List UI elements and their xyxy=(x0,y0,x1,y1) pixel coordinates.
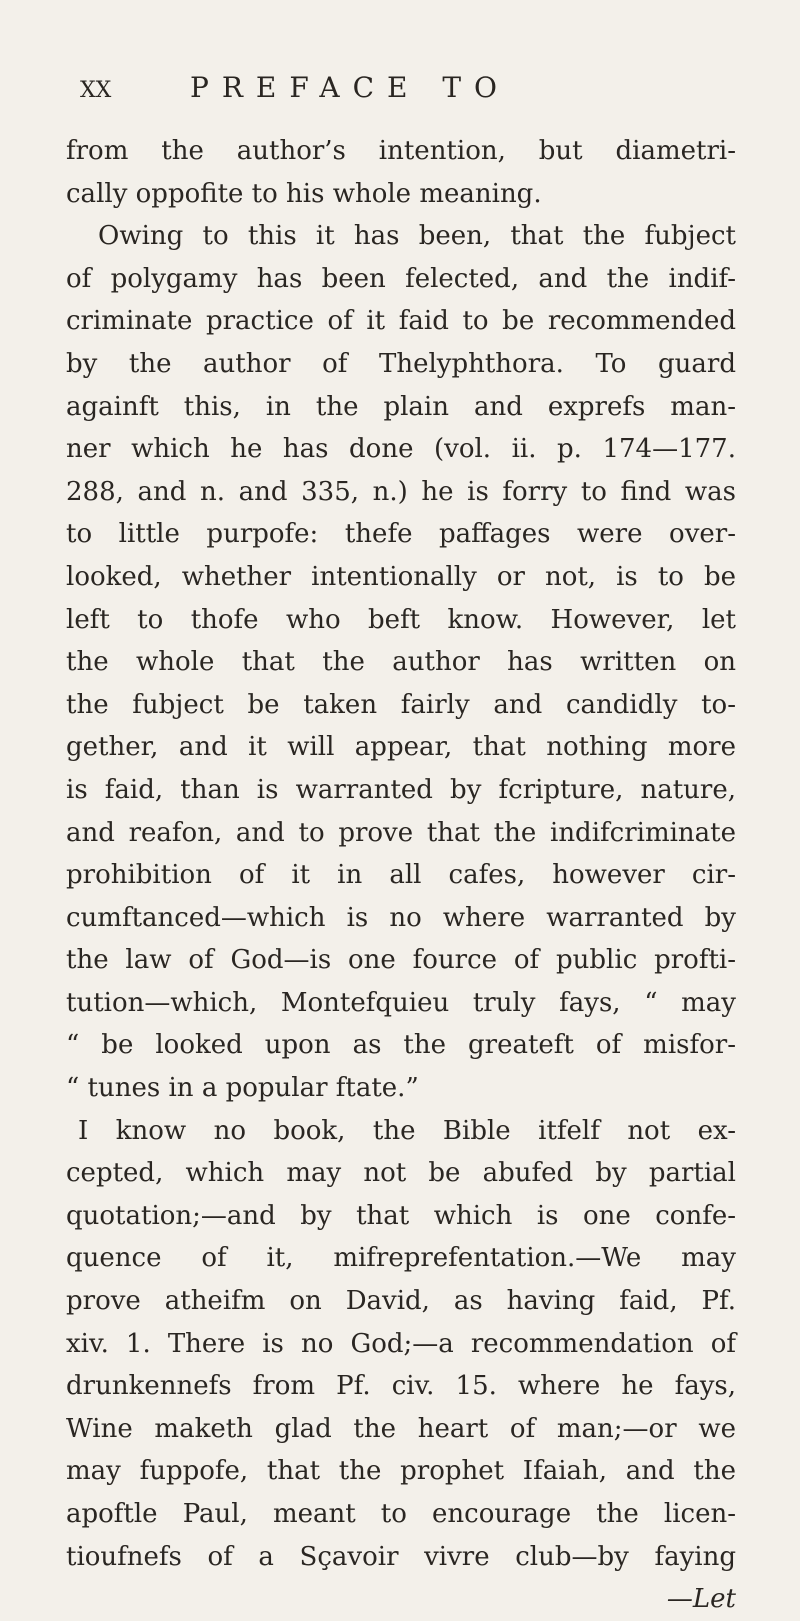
text-line: gether, and it will appear, that nothing more xyxy=(66,732,736,763)
text-line: prove atheifm on David, as having faid, Pf. xyxy=(66,1286,736,1317)
text-line: tioufnefs of a Sçavoir vivre club—by faying xyxy=(66,1541,736,1572)
text-line: is faid, than is warranted by fcripture, nature, xyxy=(66,774,736,805)
running-title: PREFACE TO xyxy=(190,71,510,104)
text-line: ner which he has done (vol. ii. p. 174—177. xyxy=(66,434,736,465)
text-line: 288, and n. and 335, n.) he is forry to find was xyxy=(66,476,736,507)
text-line: the law of God—is one fource of public profti- xyxy=(66,945,736,976)
text-line: apoftle Paul, meant to encourage the licen- xyxy=(66,1499,736,1529)
text-line: the whole that the author has written on xyxy=(66,647,736,678)
text-line: of polygamy has been felected, and the indif- xyxy=(66,263,736,294)
text-line: cepted, which may not be abufed by partial xyxy=(66,1158,736,1189)
text-line: I know no book, the Bible itfelf not ex- xyxy=(78,1115,736,1146)
text-line: from the author’s intention, but diametri- xyxy=(66,136,736,166)
text-line: xiv. 1. There is no God;—a recommendation of xyxy=(66,1328,736,1359)
body-text xyxy=(66,130,736,1621)
text-line: “ tunes in a popular ftate.” xyxy=(66,1073,419,1104)
running-header xyxy=(80,68,720,111)
text-line: looked, whether intentionally or not, is to be xyxy=(66,561,736,592)
text-line: to little purpofe: thefe paffages were over- xyxy=(66,519,736,550)
text-line: may fuppofe, that the prophet Ifaiah, and the xyxy=(66,1456,736,1487)
catchword: —Let xyxy=(666,1584,736,1615)
text-line: Owing to this it has been, that the fubject xyxy=(98,221,736,252)
text-line: left to thofe who beft know. However, let xyxy=(66,604,736,635)
text-line: cally oppofite to his whole meaning. xyxy=(66,178,542,209)
text-line: quotation;—and by that which is one confe- xyxy=(66,1200,736,1231)
text-line: prohibition of it in all cafes, however cir- xyxy=(66,860,736,891)
text-line: by the author of Thelyphthora. To guard xyxy=(66,348,736,379)
page-number: XX xyxy=(80,78,112,103)
text-line: quence of it, mifreprefentation.—We may xyxy=(66,1243,736,1274)
text-line: Wine maketh glad the heart of man;—or we xyxy=(66,1413,736,1444)
text-line: “ be looked upon as the greateft of misfor- xyxy=(66,1030,736,1061)
text-line: criminate practice of it faid to be recommended xyxy=(66,306,736,337)
text-line: and reafon, and to prove that the indifcriminate xyxy=(66,817,736,848)
text-line: the fubject be taken fairly and candidly to- xyxy=(66,689,736,720)
text-line: againft this, in the plain and exprefs man- xyxy=(66,391,736,422)
text-line: cumftanced—which is no where warranted by xyxy=(66,902,736,933)
text-line: tution—which, Montefquieu truly fays, “ may xyxy=(66,987,736,1018)
text-line: drunkennefs from Pf. civ. 15. where he fays, xyxy=(66,1371,736,1402)
